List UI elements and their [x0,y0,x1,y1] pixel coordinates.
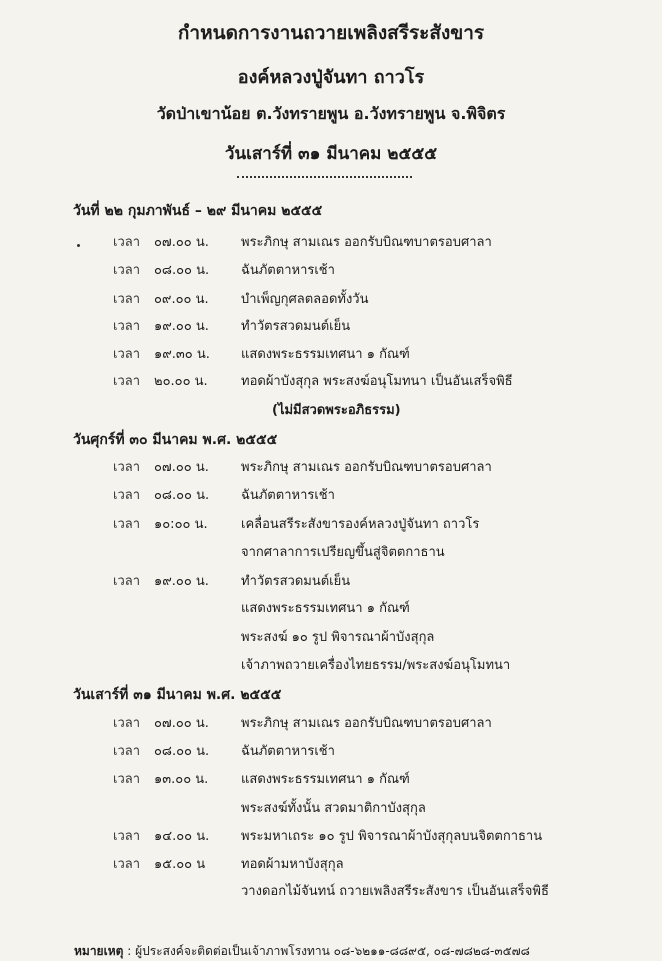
section-1-day-heading: วันที่ ๒๒ กุมภาพันธ์ – ๒๙ มีนาคม ๒๕๕๕ [73,203,323,219]
schedule-row [0,768,662,790]
schedule-row [0,343,662,365]
schedule-row [0,570,662,592]
event-text: บำเพ็ญกุศลตลอดทั้งวัน [241,292,369,307]
event-text: ทำวัตรสวดมนต์เย็น [241,574,351,589]
event-text: เคลื่อนสรีระสังขารองค์หลวงปู่จันทา ถาวโร [241,517,480,532]
temple-address: วัดป่าเขาน้อย ต.วังทรายพูน อ.วังทรายพูน จ.พิจิตร [156,104,506,123]
time-label: เวลา [113,235,141,250]
time-value: ๑๙.๐๐ น. [154,574,209,589]
time-label: เวลา [113,716,141,731]
event-text: พระภิกษุ สามเณร ออกรับบิณฑบาตรอบศาลา [241,716,492,731]
time-label: เวลา [113,517,141,532]
time-label: เวลา [113,574,141,589]
event-text: เจ้าภาพถวายเครื่องไทยธรรม/พระสงฆ์อนุโมทนา [241,658,511,673]
time-label: เวลา [113,488,141,503]
time-value: ๐๘.๐๐ น. [154,744,210,759]
time-label: เวลา [113,460,141,475]
time-value: ๑๙.๓๐ น. [154,347,210,362]
time-label: เวลา [113,347,141,362]
time-label: เวลา [113,772,141,787]
event-text: ฉันภัตตาหารเช้า [241,744,335,759]
time-value: ๑๐:๐๐ น. [154,517,208,532]
time-label: เวลา [113,857,141,872]
time-value: ๑๓.๐๐ น. [154,772,209,787]
event-text: ทอดผ้าบังสุกุล พระสงฆ์อนุโมทนา เป็นอันเสร็จพิธี [241,374,513,389]
event-text: วางดอกไม้จันทน์ ถวายเพลิงสรีระสังขาร เป็นอันเสร็จพิธี [241,884,549,899]
event-text: พระมหาเถระ ๑๐ รูป พิจารณาผ้าบังสุกุลบนจิตตกาธาน [241,829,543,844]
event-text: จากศาลาการเปรียญขึ้นสู่จิตตกาธาน [241,545,445,560]
event-text: ฉันภัตตาหารเช้า [241,488,335,503]
time-label: เวลา [113,292,141,307]
event-text: แสดงพระธรรมเทศนา ๑ กัณฑ์ [241,601,410,616]
event-text: พระภิกษุ สามเณร ออกรับบิณฑบาตรอบศาลา [241,235,492,250]
schedule-row [0,740,662,762]
footer-note [74,942,530,961]
time-value: ๐๗.๐๐ น. [154,460,209,475]
time-value: ๑๕.๐๐ น [154,857,206,872]
schedule-row-continuation [0,541,662,563]
footer-label: หมายเหตุ [74,944,124,958]
document-title: กำหนดการงานถวายเพลิงสรีระสังขาร [177,22,485,44]
schedule-row [0,456,662,478]
schedule-row-continuation [0,880,662,902]
section-note: (ไม่มีสวดพระอภิธรรม) [272,403,401,418]
schedule-row-continuation [0,797,662,819]
schedule-row [0,513,662,535]
time-label: เวลา [113,744,141,759]
schedule-row [0,288,662,310]
schedule-row [0,825,662,847]
honoree-name: องค์หลวงปู่จันทา ถาวโร [237,67,425,88]
time-value: ๑๔.๐๐ น. [154,829,210,844]
time-label: เวลา [113,829,141,844]
event-text: ฉันภัตตาหารเช้า [241,263,335,278]
schedule-row [0,484,662,506]
time-value: ๒๐.๐๐ น. [154,374,208,389]
event-text: ทำวัตรสวดมนต์เย็น [241,319,351,334]
schedule-row [0,315,662,337]
time-value: ๐๙.๐๐ น. [154,292,209,307]
event-text: พระสงฆ์ทั้งนั้น สวดมาติกาบังสุกุล [241,801,426,816]
event-text: ทอดผ้ามหาบังสุกุล [241,857,344,872]
time-value: ๐๘.๐๐ น. [154,488,210,503]
ceremony-date: วันเสาร์ที่ ๓๑ มีนาคม ๒๕๕๕ [224,144,438,164]
schedule-row [0,370,662,392]
schedule-row [0,712,662,734]
dotted-separator [237,176,412,178]
event-text: แสดงพระธรรมเทศนา ๑ กัณฑ์ [241,347,410,362]
event-text: แสดงพระธรรมเทศนา ๑ กัณฑ์ [241,772,410,787]
time-value: ๐๘.๐๐ น. [154,263,210,278]
event-text: พระสงฆ์ ๑๐ รูป พิจารณาผ้าบังสุกุล [241,630,435,645]
schedule-row [0,853,662,875]
time-label: เวลา [113,374,141,389]
time-value: ๐๗.๐๐ น. [154,716,209,731]
schedule-row-continuation [0,597,662,619]
time-label: เวลา [113,263,141,278]
section-2-day-heading: วันศุกร์ที่ ๓๐ มีนาคม พ.ศ. ๒๕๕๕ [73,432,278,448]
time-value: ๐๗.๐๐ น. [154,235,209,250]
schedule-row-continuation [0,654,662,676]
section-3-day-heading: วันเสาร์ที่ ๓๑ มีนาคม พ.ศ. ๒๕๕๕ [73,687,282,703]
time-label: เวลา [113,319,141,334]
schedule-row-continuation [0,626,662,648]
time-value: ๑๙.๐๐ น. [154,319,209,334]
event-text: พระภิกษุ สามเณร ออกรับบิณฑบาตรอบศาลา [241,460,492,475]
schedule-row [0,231,662,253]
footer-text: : ผู้ประสงค์จะติดต่อเป็นเจ้าภาพโรงทาน ๐๘-๖๒๑๑-๘๘๙๕, ๐๘-๗๘๒๘-๓๕๗๘ [123,944,530,958]
schedule-row [0,259,662,281]
